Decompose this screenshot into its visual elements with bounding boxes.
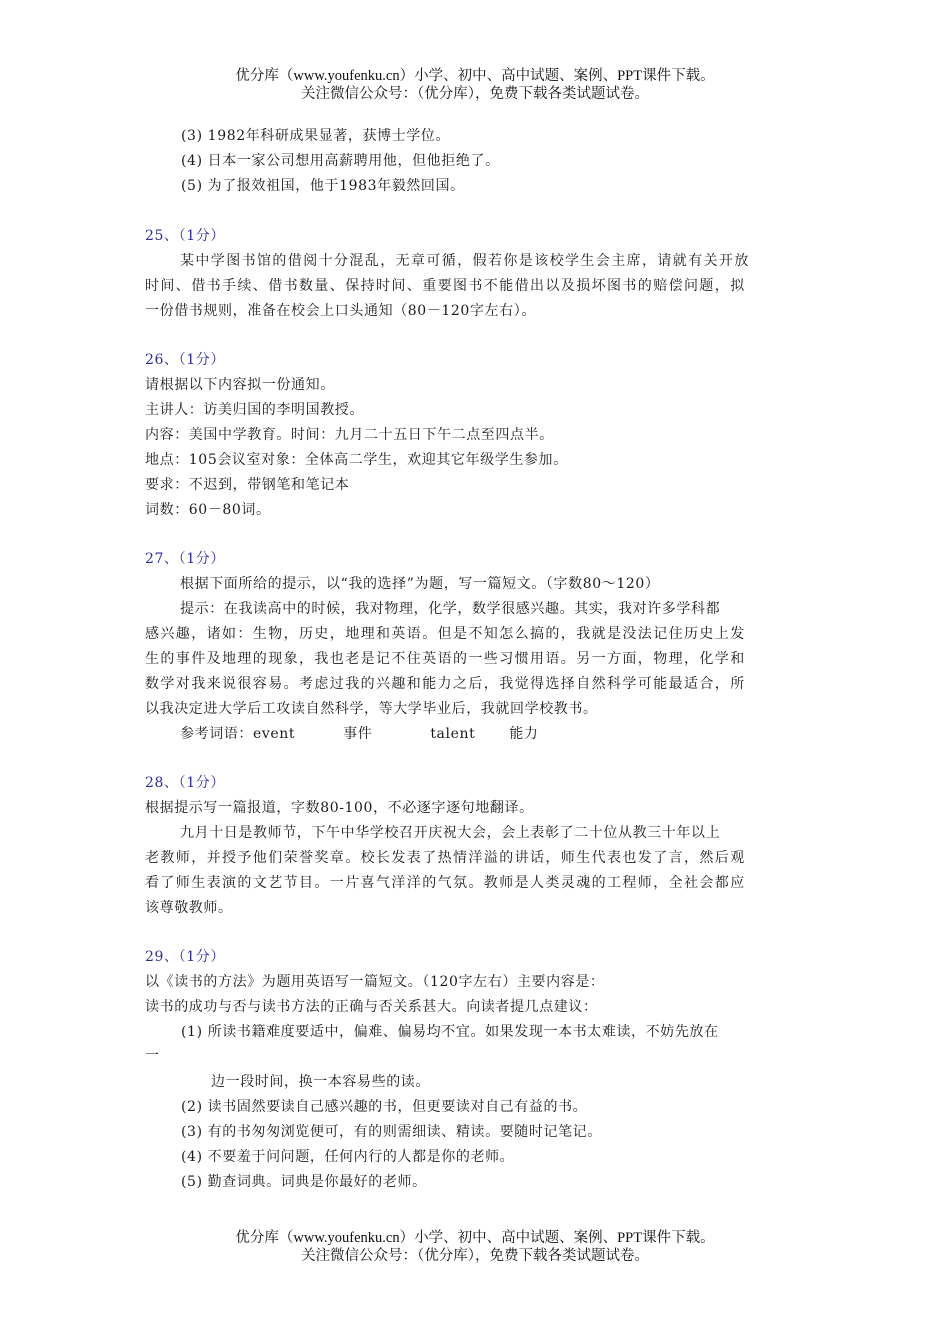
question-29-item-1-wrap: 一 [145, 1048, 160, 1064]
vocab-label: 参考词语： [180, 726, 253, 742]
header-line-2: 关注微信公众号：（优分库），免费下载各类试题试卷。 [301, 86, 649, 102]
question-28-line-5: 该尊敬教师。 [145, 900, 233, 916]
question-28-line-3: 老教师，并授予他们荣誉奖章。校长发表了热情洋溢的讲话，师生代表也发了言，然后观 [145, 850, 746, 866]
question-29-item-3: (3) 有的书匆匆浏览便可，有的则需细读、精读。要随时记笔记。 [181, 1124, 602, 1140]
question-28-line-2: 九月十日是教师节，下午中华学校召开庆祝大会，会上表彰了二十位从教三十年以上 [180, 825, 721, 841]
question-28-line-4: 看了师生表演的文艺节目。一片喜气洋洋的气氛。教师是人类灵魂的工程师，全社会都应 [145, 875, 746, 891]
question-27-line-3: 感兴趣，诸如：生物，历史，地理和英语。但是不知怎么搞的，我就是没法记住历史上发 [145, 626, 746, 642]
question-26-line-1: 请根据以下内容拟一份通知。 [145, 377, 335, 393]
question-26-line-3: 内容：美国中学教育。时间：九月二十五日下午二点至四点半。 [145, 427, 554, 443]
vocab-meaning-talent: 能力 [509, 726, 539, 742]
vocab-word-event: event [253, 726, 296, 742]
vocab-meaning-event: 事件 [343, 726, 373, 742]
intro-item-3: (3) 1982年科研成果显著，获博士学位。 [181, 128, 451, 144]
question-28-line-1: 根据提示写一篇报道，字数80-100，不必逐字逐句地翻译。 [145, 800, 534, 816]
question-27-vocab [180, 724, 539, 744]
header-line-1: 优分库（www.youfenku.cn）小学、初中、高中试题、案例、PPT课件下载。 [235, 68, 715, 84]
question-29-line-2: 读书的成功与否与读书方法的正确与否关系甚大。向读者提几点建议： [145, 999, 598, 1015]
question-27-heading: 27、（1分） [145, 551, 225, 567]
question-27-line-1: 根据下面所给的提示，以“我的选择”为题，写一篇短文。（字数80～120） [180, 576, 660, 592]
page-footer [0, 1229, 950, 1265]
question-25-line-1: 某中学图书馆的借阅十分混乱，无章可循，假若你是该校学生会主席，请就有关开放 [180, 253, 750, 269]
question-27-line-2: 提示：在我读高中的时候，我对物理，化学，数学很感兴趣。其实，我对许多学科都 [180, 601, 721, 617]
question-25-line-3: 一份借书规则，准备在校会上口头通知（80－120字左右）。 [145, 303, 536, 319]
footer-line-1: 优分库（www.youfenku.cn）小学、初中、高中试题、案例、PPT课件下载。 [235, 1230, 715, 1246]
question-25-line-2: 时间、借书手续、借书数量、保持时间、重要图书不能借出以及损坏图书的赔偿问题，拟 [145, 278, 746, 294]
intro-item-4: (4) 日本一家公司想用高薪聘用他，但他拒绝了。 [181, 153, 500, 169]
question-29-item-1-cont: 边一段时间，换一本容易些的读。 [211, 1074, 430, 1090]
question-25-heading: 25、（1分） [145, 228, 225, 244]
question-26-line-2: 主讲人：访美归国的李明国教授。 [145, 402, 364, 418]
question-29-item-1: (1) 所读书籍难度要适中，偏难、偏易均不宜。如果发现一本书太难读，不妨先放在 [181, 1024, 719, 1040]
question-29-item-2: (2) 读书固然要读自己感兴趣的书，但更要读对自己有益的书。 [181, 1099, 588, 1115]
question-28-heading: 28、（1分） [145, 775, 225, 791]
question-29-item-4: (4) 不要羞于问问题，任何内行的人都是你的老师。 [181, 1149, 515, 1165]
vocab-word-talent: talent [430, 726, 476, 742]
intro-item-5: (5) 为了报效祖国，他于1983年毅然回国。 [181, 178, 465, 194]
question-26-line-4: 地点：105会议室对象：全体高二学生，欢迎其它年级学生参加。 [145, 452, 568, 468]
question-26-heading: 26、（1分） [145, 352, 225, 368]
question-26-line-6: 词数：60－80词。 [145, 502, 271, 518]
question-29-item-5: (5) 勤查词典。词典是你最好的老师。 [181, 1174, 427, 1190]
question-27-line-6: 以我决定进大学后工攻读自然科学，等大学毕业后，我就回学校教书。 [145, 701, 598, 717]
question-27-line-4: 生的事件及地理的现象，我也老是记不住英语的一些习惯用语。另一方面，物理，化学和 [145, 651, 746, 667]
question-27-line-5: 数学对我来说很容易。考虑过我的兴趣和能力之后，我觉得选择自然科学可能最适合，所 [145, 676, 746, 692]
page-header [0, 67, 950, 103]
question-29-line-1: 以《读书的方法》为题用英语写一篇短文。（120字左右）主要内容是： [145, 974, 605, 990]
question-29-heading: 29、（1分） [145, 949, 225, 965]
question-26-line-5: 要求：不迟到，带钢笔和笔记本 [145, 477, 350, 493]
footer-line-2: 关注微信公众号：（优分库），免费下载各类试题试卷。 [301, 1248, 649, 1264]
